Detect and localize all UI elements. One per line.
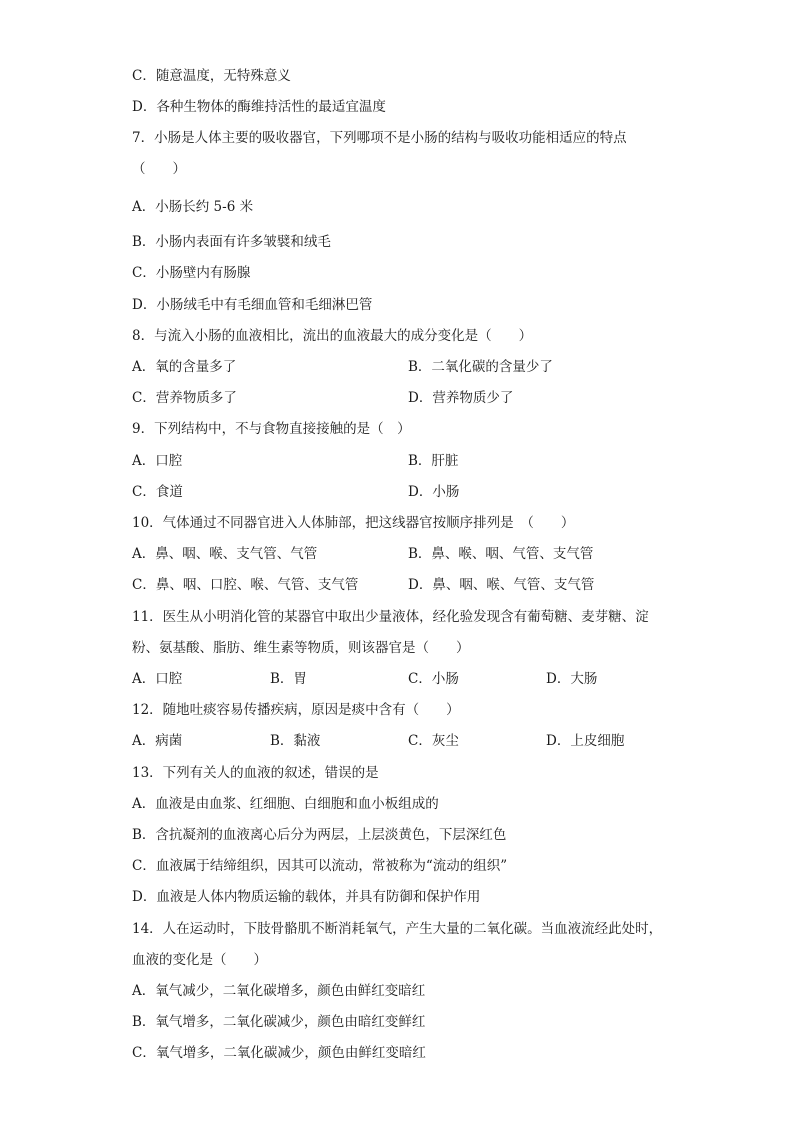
q7-stem: 7．小肠是人体主要的吸收器官，下列哪项不是小肠的结构与吸收功能相适应的特点 [132, 130, 627, 146]
q10-option-c: C．鼻、咽、口腔、喉、气管、支气管 [132, 577, 359, 593]
q13-option-a: A．血液是由血浆、红细胞、白细胞和血小板组成的 [132, 796, 439, 812]
q8-stem: 8．与流入小肠的血液相比，流出的血液最大的成分变化是（ ） [132, 328, 533, 344]
q13-option-c: C．血液属于结缔组织，因其可以流动，常被称为“流动的组织” [132, 858, 508, 874]
q8-option-c: C．营养物质多了 [132, 390, 237, 406]
q10-option-b: B．鼻、喉、咽、气管、支气管 [408, 546, 594, 562]
q9-option-a: A．口腔 [132, 453, 183, 469]
q12-option-c: C．灰尘 [408, 733, 459, 749]
q11-option-c: C．小肠 [408, 671, 459, 687]
q9-option-b: B．肝脏 [408, 453, 459, 469]
q7-option-a: A．小肠长约 5-6 米 [132, 199, 254, 215]
q12-option-a: A．病菌 [132, 733, 183, 749]
q9-option-d: D．小肠 [408, 484, 460, 500]
q8-option-d: D．营养物质少了 [408, 390, 514, 406]
q14-option-a: A．氧气减少，二氧化碳增多，颜色由鲜红变暗红 [132, 983, 426, 999]
q12-stem: 12．随地吐痰容易传播疾病，原因是痰中含有（ ） [132, 702, 460, 718]
q12-option-b: B．黏液 [270, 733, 321, 749]
q8-option-b: B．二氧化碳的含量少了 [408, 359, 553, 375]
q12-option-d: D．上皮细胞 [546, 733, 625, 749]
q9-option-c: C．食道 [132, 484, 183, 500]
q8-option-a: A．氧的含量多了 [132, 359, 237, 375]
q11-option-b: B．胃 [270, 671, 307, 687]
q9-stem: 9．下列结构中，不与食物直接接触的是（ ） [132, 421, 411, 437]
q10-option-a: A．鼻、咽、喉、支气管、气管 [132, 546, 318, 562]
q10-stem: 10．气体通过不同器官进入人体肺部，把这线器官按顺序排列是 （ ） [132, 515, 575, 531]
q14-stem-line2: 血液的变化是（ ） [132, 952, 267, 968]
q14-stem-line1: 14．人在运动时，下肢骨骼肌不断消耗氧气，产生大量的二氧化碳。当血液流经此处时， [132, 921, 663, 937]
q7-option-c: C．小肠壁内有肠腺 [132, 265, 251, 281]
q11-stem-line2: 粉、氨基酸、脂肪、维生素等物质，则该器官是（ ） [132, 640, 470, 656]
q14-option-c: C．氧气增多，二氧化碳减少，颜色由鲜红变暗红 [132, 1045, 426, 1061]
q11-option-a: A．口腔 [132, 671, 183, 687]
q13-option-d: D．血液是人体内物质运输的载体，并具有防御和保护作用 [132, 889, 481, 905]
q7-option-b: B．小肠内表面有许多皱襞和绒毛 [132, 234, 331, 250]
q14-option-b: B．氧气增多，二氧化碳减少，颜色由暗红变鲜红 [132, 1014, 426, 1030]
q6-option-c: C．随意温度，无特殊意义 [132, 68, 291, 84]
q11-stem-line1: 11．医生从小明消化管的某器官中取出少量液体，经化验发现含有葡萄糖、麦芽糖、淀 [132, 609, 649, 625]
q7-option-d: D．小肠绒毛中有毛细血管和毛细淋巴管 [132, 297, 373, 313]
q13-stem: 13．下列有关人的血液的叙述，错误的是 [132, 765, 379, 781]
q11-option-d: D．大肠 [546, 671, 598, 687]
q7-answer-blank: （ ） [132, 161, 186, 177]
q13-option-b: B．含抗凝剂的血液离心后分为两层，上层淡黄色，下层深红色 [132, 827, 507, 843]
q10-option-d: D．鼻、咽、喉、气管、支气管 [408, 577, 595, 593]
q6-option-d: D．各种生物体的酶维持活性的最适宜温度 [132, 99, 386, 115]
